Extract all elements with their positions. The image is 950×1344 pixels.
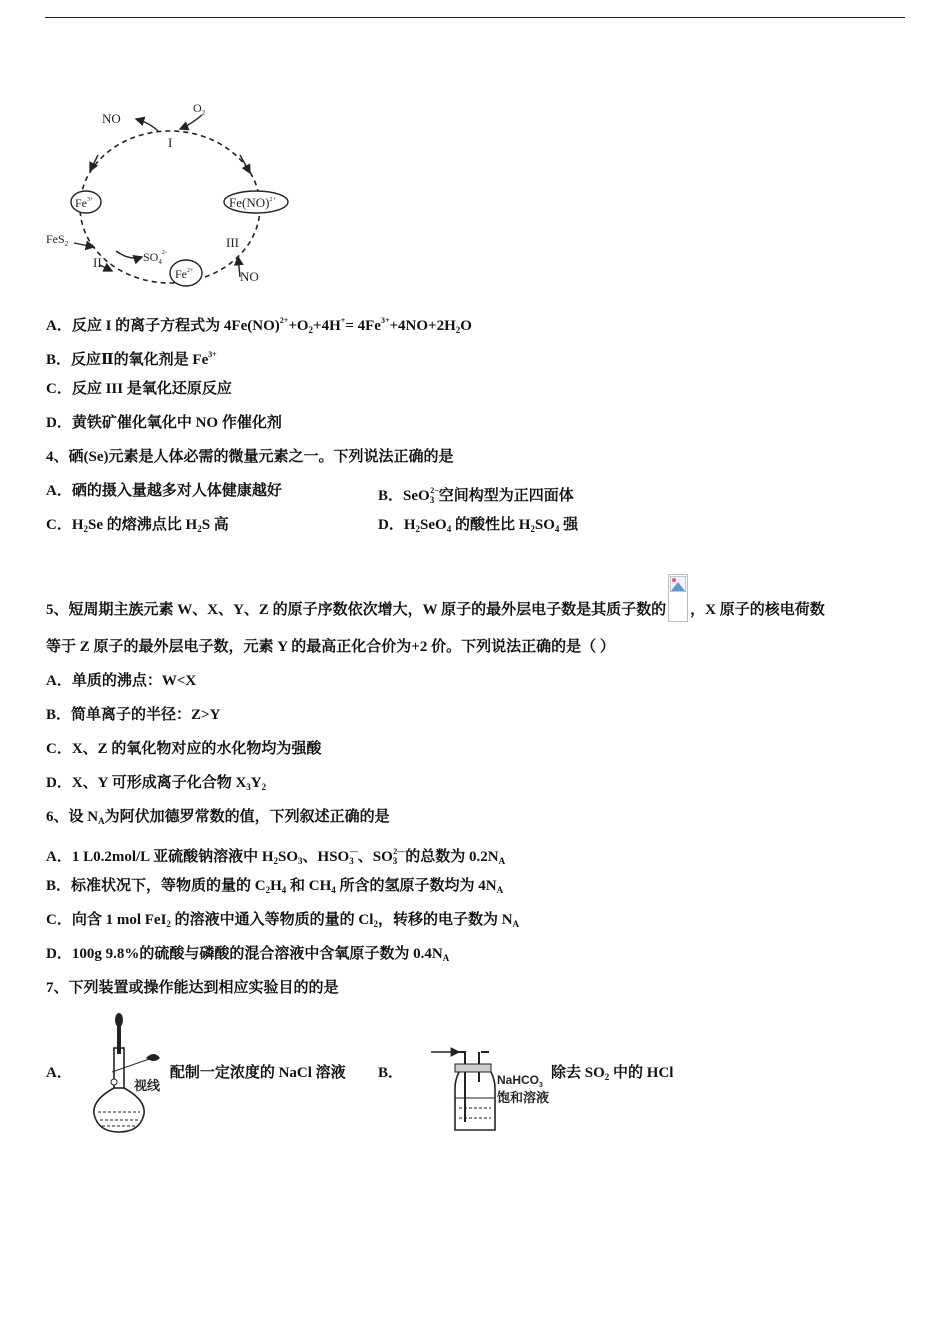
q5-option-c: C．X、Z 的氧化物对应的水化物均为强酸: [46, 741, 322, 757]
step2-label: II: [93, 255, 102, 270]
nahco3-label: NaHCO: [497, 1072, 540, 1087]
q4-option-b: B．SeO$_3^{2-}$空间构型为正四面体: [378, 486, 574, 505]
svg-text:Fe3+: $Fe^{3+}$: [75, 196, 94, 210]
svg-text:Fe(NO)2+: Fe(NO)$^{2+}$: [229, 195, 276, 210]
q4-option-d: D．$H_2SeO_4$ 的酸性比 $H_2SO_4$ 强: [378, 517, 579, 534]
q7-stem: 7、下列装置或操作能达到相应实验目的的是: [46, 980, 339, 996]
so4-label: SO: [143, 250, 159, 264]
q4-option-a: A．硒的摄入量越多对人体健康越好: [46, 483, 282, 499]
svg-text:SO42-: $SO_4^{2-}$: [143, 250, 167, 266]
q6-option-c: C．向含 1 mol FeI$_2$ 的溶液中通入等物质的量的 $Cl_2$，转移的电子数为 $N_A$: [46, 912, 520, 929]
top-rule: [45, 17, 905, 18]
q3-option-c: C．反应 III 是氧化还原反应: [46, 381, 232, 397]
fes2-label: FeS: [46, 232, 65, 246]
step3-label: III: [226, 235, 239, 250]
svg-text:FeS2: FeS$_2$: [46, 232, 69, 248]
q6-option-d: D．100g 9.8%的硫酸与磷酸的混合溶液中含氧原子数为 $0.4N_A$: [46, 946, 450, 963]
step1-label: I: [168, 135, 173, 150]
q5-stem-line2: 等于 Z 原子的最外层电子数，元素 Y 的最高正化合价为+2 价。下列说法正确的是（ ）: [46, 639, 615, 655]
q5-option-d: D．X、Y 可形成离子化合物 $X_3Y_2$: [46, 775, 267, 792]
volumetric-flask-figure: [72, 1012, 170, 1136]
q4-option-c: C．$H_2Se$ 的熔沸点比 $H_2S$ 高: [46, 517, 229, 534]
feno-label: Fe(NO): [229, 195, 270, 210]
fe3-label: Fe: [75, 196, 87, 210]
q7-option-a: A． 视线 配制一定浓度的 NaCl 溶液: [46, 1008, 346, 1138]
no-out-label: NO: [102, 111, 121, 126]
q3-option-b: B．反应Ⅱ的氧化剂是 $Fe^{3+}$: [46, 350, 217, 368]
q5-option-b: B．简单离子的半径：Z>Y: [46, 707, 221, 723]
q7-option-b: B． NaHCO$_3$ 饱和溶液 除去 $SO_2$ 中的 HCl: [378, 1008, 673, 1138]
sightline-label: 视线: [133, 1077, 160, 1093]
q6-stem: 6、设 $N_A$为阿伏加德罗常数的值，下列叙述正确的是: [46, 809, 390, 826]
q3-option-d: D．黄铁矿催化氧化中 NO 作催化剂: [46, 415, 282, 431]
svg-text:Fe2+: $Fe^{2+}$: [175, 267, 194, 281]
reaction-cycle-diagram: [40, 95, 300, 295]
q5-stem-line1: 5、短周期主族元素 W、X、Y、Z 的原子序数依次增大，W 原子的最外层电子数是其质子数的 ，X 原子的核电荷数: [46, 574, 825, 622]
saturated-solution-label: 饱和溶液: [497, 1089, 550, 1105]
o2-label: O: [193, 101, 202, 115]
svg-text:NaHCO3: NaHCO$_3$: [497, 1072, 543, 1089]
gas-washing-bottle-figure: [403, 1012, 551, 1136]
q3-option-a: A．反应 I 的离子方程式为 $4Fe(NO)^{2+}+O_2+4H^+= 4Fe^{3+}+4NO+2H_2O$: [46, 316, 472, 335]
fe2-label: Fe: [175, 267, 187, 281]
broken-image-icon: [668, 574, 688, 622]
q6-option-a: A．1 L0.2mol/L 亚硫酸钠溶液中 $H_2SO_3$、$HSO_3^—$、$SO_3^{2—}$的总数为 $0.2N_A$: [46, 847, 506, 866]
q4-stem: 4、硒(Se)元素是人体必需的微量元素之一。下列说法正确的是: [46, 449, 454, 465]
q5-option-a: A．单质的沸点：W<X: [46, 673, 197, 689]
svg-text:O2: $O_2$: [193, 101, 206, 117]
no-in-label: NO: [240, 269, 259, 284]
q6-option-b: B．标准状况下，等物质的量的 $C_2H_4$ 和 $CH_4$ 所含的氢原子数均为 $4N_A$: [46, 878, 504, 895]
